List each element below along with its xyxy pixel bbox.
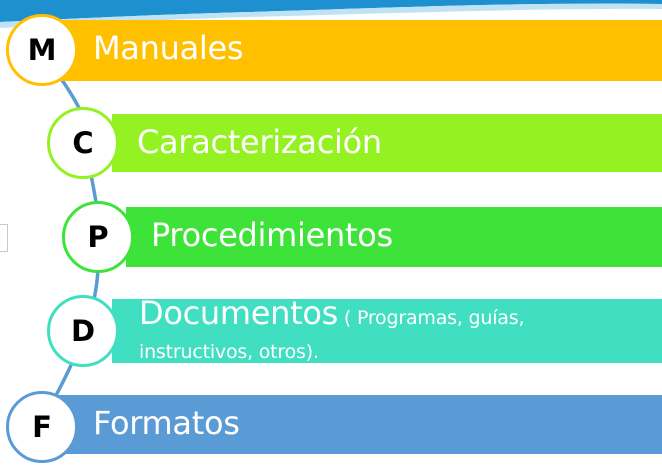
letter-circle-f xyxy=(6,391,78,463)
letter-d: D xyxy=(70,314,96,348)
bar-documentos-label xyxy=(139,294,525,332)
bar-manuales xyxy=(56,20,662,81)
letter-circle-p xyxy=(62,201,134,273)
bar-formatos-label: Formatos xyxy=(93,404,240,442)
bar-procedimientos xyxy=(126,207,662,267)
bar-formatos xyxy=(56,395,662,454)
letter-p: P xyxy=(87,220,109,254)
letter-circle-m xyxy=(6,14,78,86)
letter-circle-c xyxy=(47,107,119,179)
bar-caracterizacion xyxy=(112,114,662,172)
documentos-subtitle: ( Programas, guías, xyxy=(338,307,525,329)
letter-f: F xyxy=(32,410,52,444)
documentos-subtitle-2: instructivos, otros). xyxy=(139,341,319,363)
bar-caracterizacion-label: Caracterización xyxy=(137,123,382,161)
letter-m: M xyxy=(27,33,57,67)
bar-manuales-label: Manuales xyxy=(93,29,244,67)
letter-circle-d xyxy=(47,295,119,367)
edge-marker xyxy=(0,224,8,252)
letter-c: C xyxy=(72,126,94,160)
bar-procedimientos-label: Procedimientos xyxy=(151,216,393,254)
documentos-title: Documentos xyxy=(139,294,339,332)
bar-documentos xyxy=(112,294,662,363)
